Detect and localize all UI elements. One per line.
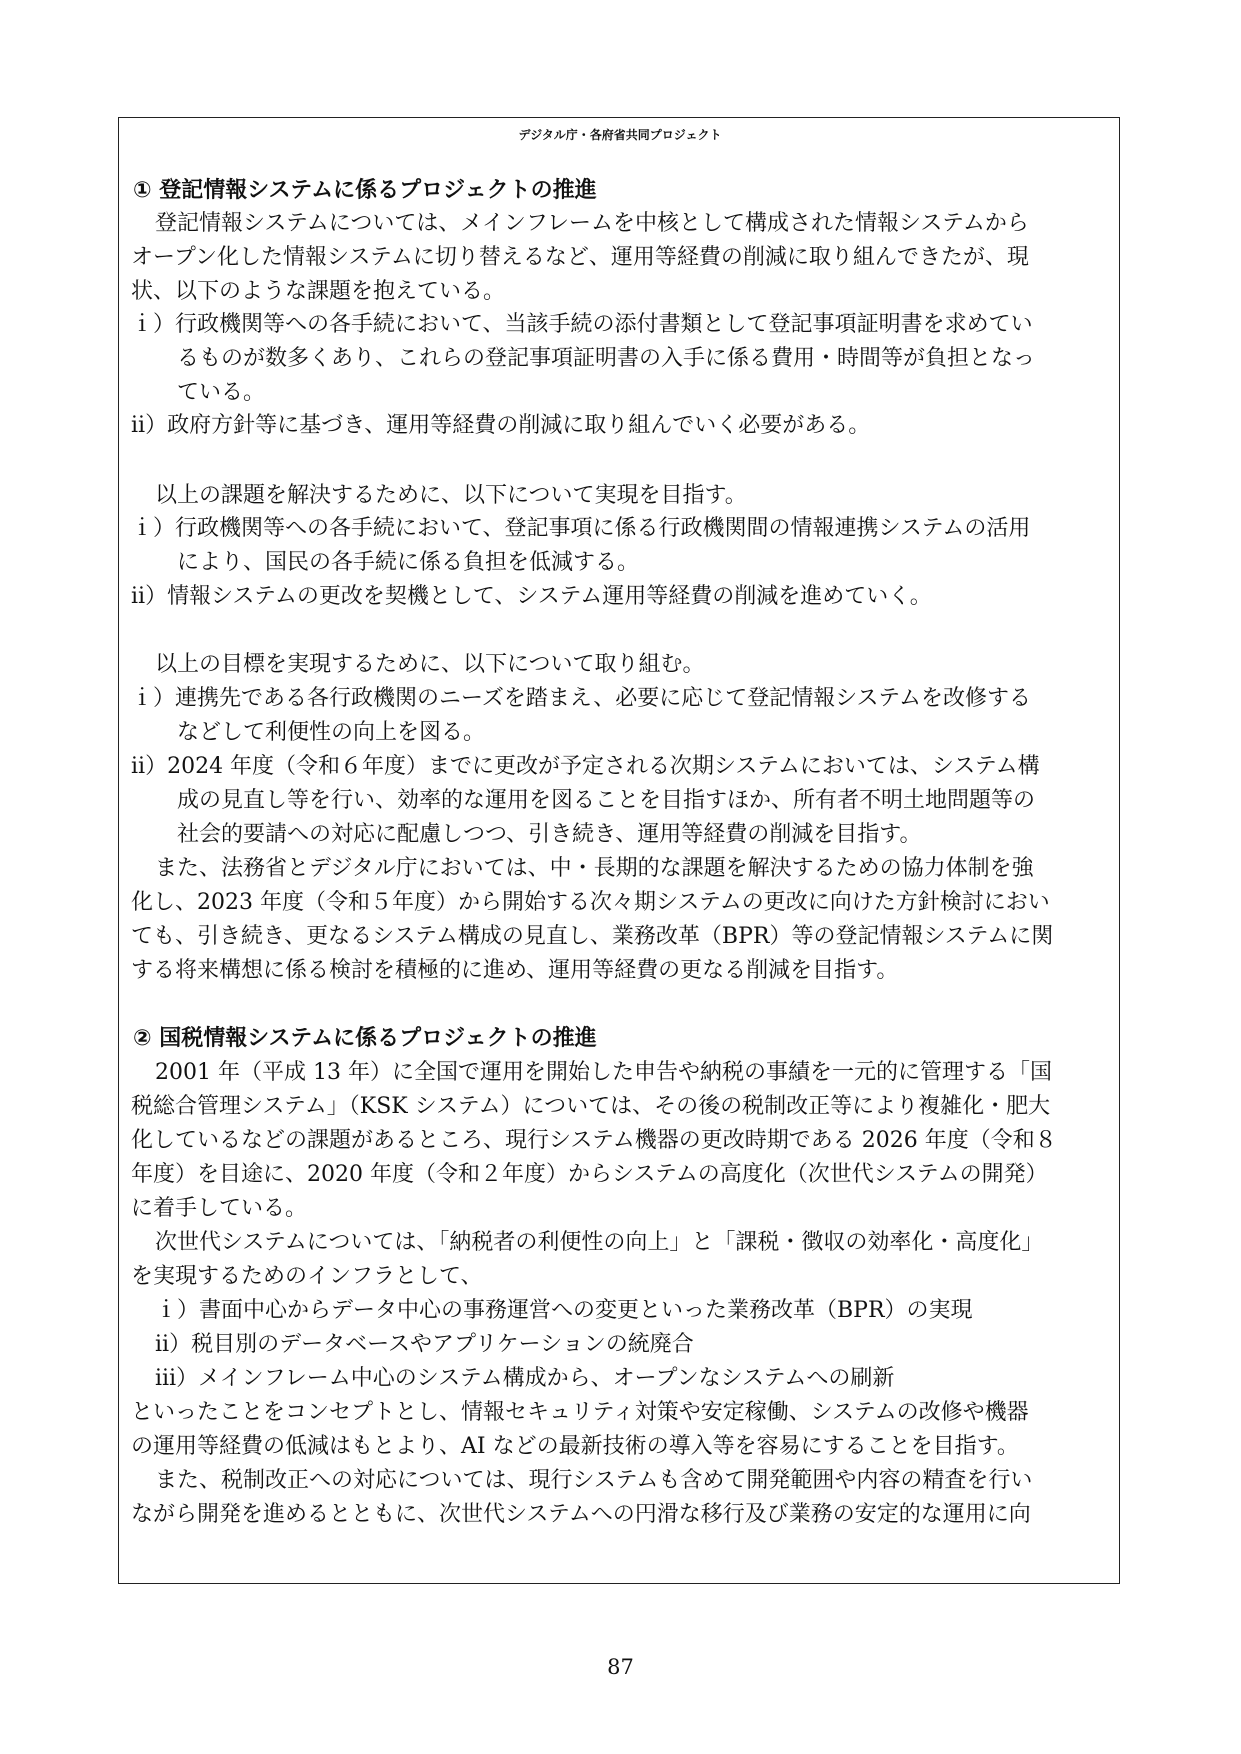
paragraph-line: 以上の課題を解決するために、以下について実現を目指す。 — [155, 483, 747, 508]
paragraph-line: 以上の目標を実現するために、以下について取り組む。 — [155, 652, 705, 677]
paragraph-line: に着手している。 — [131, 1196, 308, 1221]
list-item-line: 社会的要請への対応に配慮しつつ、引き続き、運用等経費の削減を目指す。 — [177, 822, 922, 847]
section-2-heading: ② 国税情報システムに係るプロジェクトの推進 — [133, 1026, 597, 1051]
paragraph-line: 化しているなどの課題があるところ、現行システム機器の更改時期である 2026 年度（令和８ — [131, 1128, 1057, 1153]
paragraph-line: また、税制改正への対応については、現行システムも含めて開発範囲や内容の精査を行い — [155, 1468, 1033, 1493]
list-item-line: ｉ）書面中心からデータ中心の事務運営への変更といった業務改革（BPR）の実現 — [155, 1298, 973, 1323]
list-item-line: などして利便性の向上を図る。 — [177, 720, 486, 745]
paragraph-line: 税総合管理システム」（KSK システム）については、その後の税制改正等により複雑化・肥大 — [131, 1094, 1051, 1119]
list-item-line: ている。 — [177, 380, 266, 405]
paragraph-line: ても、引き続き、更なるシステム構成の見直し、業務改革（BPR）等の登記情報システムに関 — [131, 924, 1054, 949]
section-1-heading: ① 登記情報システムに係るプロジェクトの推進 — [133, 178, 597, 203]
paragraph-line: 化し、2023 年度（令和５年度）から開始する次々期システムの更改に向けた方針検討におい — [131, 890, 1050, 915]
list-item-line: ｉ）連携先である各行政機関のニーズを踏まえ、必要に応じて登記情報システムを改修する — [131, 686, 1032, 711]
paragraph-line: オープン化した情報システムに切り替えるなど、運用等経費の削減に取り組んできたが、現 — [131, 245, 1029, 270]
list-item-line: ⅲ）メインフレーム中心のシステム構成から、オープンなシステムへの刷新 — [155, 1366, 895, 1391]
paragraph-line: といったことをコンセプトとし、情報セキュリティ対策や安定稼働、システムの改修や機器 — [131, 1400, 1029, 1425]
content-frame — [118, 117, 1120, 1584]
list-item-line: により、国民の各手続に係る負担を低減する。 — [177, 550, 640, 575]
list-item-line: ｉ）行政機関等への各手続において、当該手続の添付書類として登記事項証明書を求めてい — [131, 312, 1033, 337]
list-item-line: ⅱ）情報システムの更改を契機として、システム運用等経費の削減を進めていく。 — [131, 584, 932, 609]
list-item-line: ⅱ）政府方針等に基づき、運用等経費の削減に取り組んでいく必要がある。 — [131, 413, 871, 438]
paragraph-line: を実現するためのインフラとして、 — [131, 1264, 483, 1289]
paragraph-line: 状、以下のような課題を抱えている。 — [131, 279, 506, 304]
list-item-line: ⅱ）2024 年度（令和６年度）までに更改が予定される次期システムにおいては、システム構 — [131, 754, 1040, 779]
list-item-line: るものが数多くあり、これらの登記事項証明書の入手に係る費用・時間等が負担となっ — [177, 346, 1036, 371]
paragraph-line: 登記情報システムについては、メインフレームを中核として構成された情報システムから — [155, 211, 1029, 236]
paragraph-line: の運用等経費の低減はもとより、AI などの最新技術の導入等を容易にすることを目指す。 — [131, 1434, 1019, 1459]
paragraph-line: する将来構想に係る検討を積極的に進め、運用等経費の更なる削減を目指す。 — [131, 958, 899, 983]
paragraph-line: 2001 年（平成 13 年）に全国で運用を開始した申告や納税の事績を一元的に管理する「国 — [155, 1060, 1052, 1085]
list-item-line: ｉ）行政機関等への各手続において、登記事項に係る行政機関間の情報連携システムの活用 — [131, 516, 1031, 541]
page-title: デジタル庁・各府省共同プロジェクト — [518, 128, 722, 142]
list-item-line: 成の見直し等を行い、効率的な運用を図ることを目指すほか、所有者不明土地問題等の — [177, 788, 1036, 813]
paragraph-line: 次世代システムについては、「納税者の利便性の向上」と「課税・徴収の効率化・高度化」 — [155, 1230, 1044, 1255]
page-number: 87 — [607, 1655, 634, 1679]
paragraph-line: 年度）を目途に、2020 年度（令和２年度）からシステムの高度化（次世代システムの開発） — [131, 1162, 1048, 1187]
list-item-line: ⅱ）税目別のデータベースやアプリケーションの統廃合 — [155, 1332, 694, 1357]
paragraph-line: また、法務省とデジタル庁においては、中・長期的な課題を解決するための協力体制を強 — [155, 856, 1034, 881]
paragraph-line: ながら開発を進めるとともに、次世代システムへの円滑な移行及び業務の安定的な運用に向 — [131, 1502, 1031, 1527]
